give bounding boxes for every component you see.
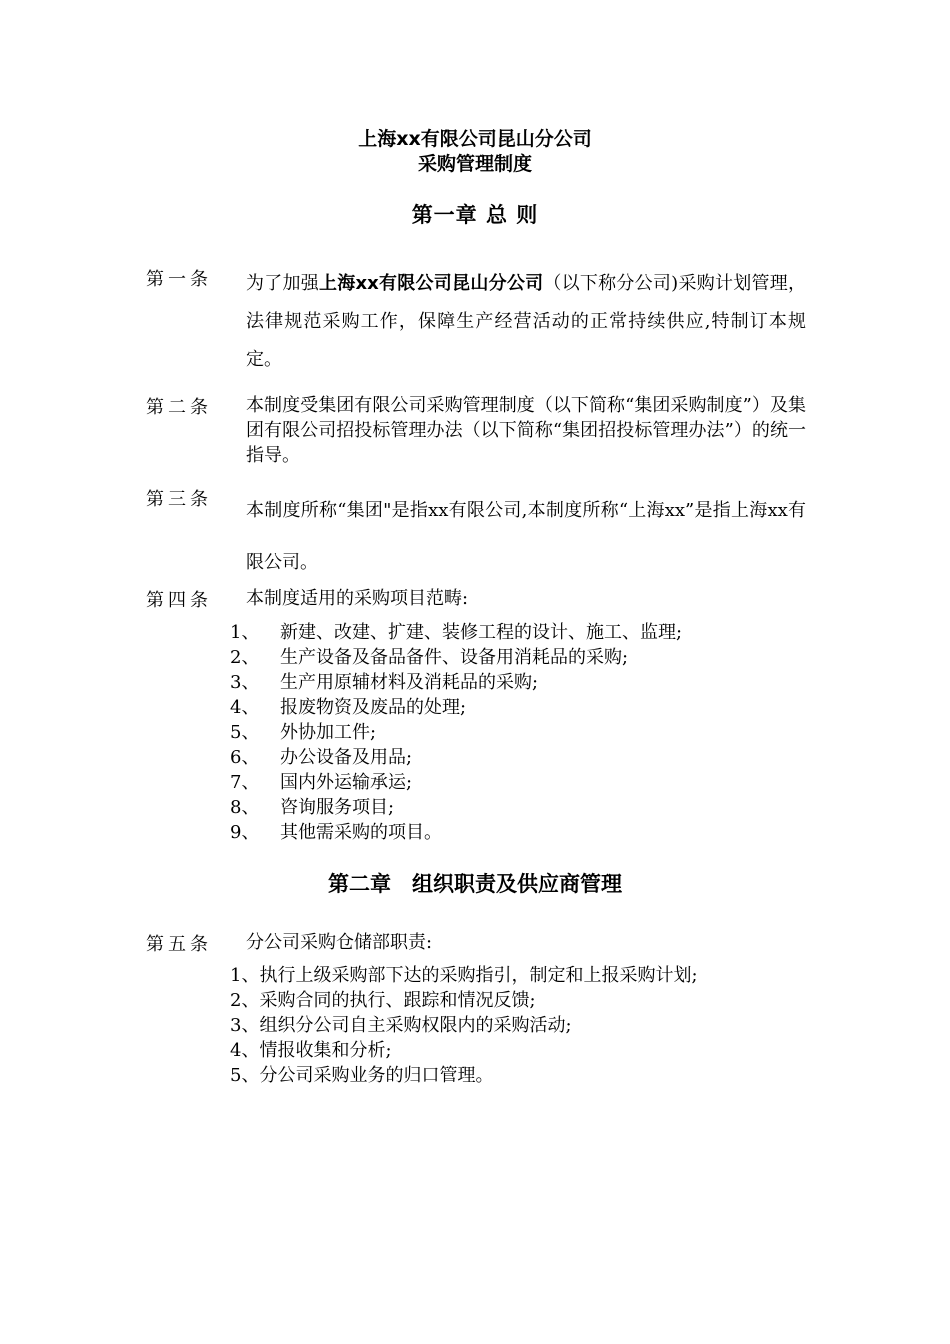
article4-label: 第四条 xyxy=(146,590,212,611)
list-item: 9、 其他需采购的项目。 xyxy=(230,822,442,843)
article2-label: 第二条 xyxy=(146,397,212,418)
article1-company: 上海xx有限公司昆山分公司 xyxy=(319,273,544,294)
list-item: 2、采购合同的执行、跟踪和情况反馈; xyxy=(230,990,536,1011)
chapter1-heading: 第一章 总 则 xyxy=(411,203,539,227)
list-item: 4、 报废物资及废品的处理; xyxy=(230,697,467,718)
list-item: 5、分公司采购业务的归口管理。 xyxy=(230,1065,494,1086)
list-item: 6、 办公设备及用品; xyxy=(230,747,413,768)
chapter2-heading: 第二章 组织职责及供应商管理 xyxy=(328,872,622,896)
list-item: 3、 生产用原辅材料及消耗品的采购; xyxy=(230,672,539,693)
list-item: 7、 国内外运输承运; xyxy=(230,772,413,793)
article4-list xyxy=(230,620,682,845)
list-item: 2、 生产设备及备品备件、设备用消耗品的采购; xyxy=(230,647,629,668)
document-title: 采购管理制度 xyxy=(417,153,532,175)
article3-label: 第三条 xyxy=(146,489,212,510)
list-item: 4、情报收集和分析; xyxy=(230,1040,392,1061)
article5-label: 第五条 xyxy=(146,934,212,955)
article1-text xyxy=(246,265,806,379)
article2-text: 本制度受集团有限公司采购管理制度（以下简称“集团采购制度”）及集团有限公司招投标管理办法（以下简称“集团招投标管理办法”）的统一指导。 xyxy=(246,395,806,466)
article5-text: 分公司采购仓储部职责: xyxy=(246,932,433,953)
article5-list xyxy=(230,963,698,1088)
article3-text: 本制度所称“集团"是指xx有限公司,本制度所称“上海xx”是指上海xx有限公司。 xyxy=(246,500,806,573)
article4-text: 本制度适用的采购项目范畴: xyxy=(246,588,469,609)
document-title-company: 上海xx有限公司昆山分公司 xyxy=(358,128,592,150)
article1-prefix: 为了加强 xyxy=(246,273,320,294)
list-item: 3、组织分公司自主采购权限内的采购活动; xyxy=(230,1015,572,1036)
list-item: 1、执行上级采购部下达的采购指引，制定和上报采购计划; xyxy=(230,965,698,986)
article1-label: 第一条 xyxy=(146,269,212,290)
list-item: 8、 咨询服务项目; xyxy=(230,797,395,818)
list-item: 5、 外协加工件; xyxy=(230,722,377,743)
list-item: 1、 新建、改建、扩建、装修工程的设计、施工、监理; xyxy=(230,622,683,643)
article1-suffix: （以下称分公司)采购计划管理，法律规范采购工作，保障生产经营活动的正常持续供应,特制订本规定。 xyxy=(246,273,806,370)
